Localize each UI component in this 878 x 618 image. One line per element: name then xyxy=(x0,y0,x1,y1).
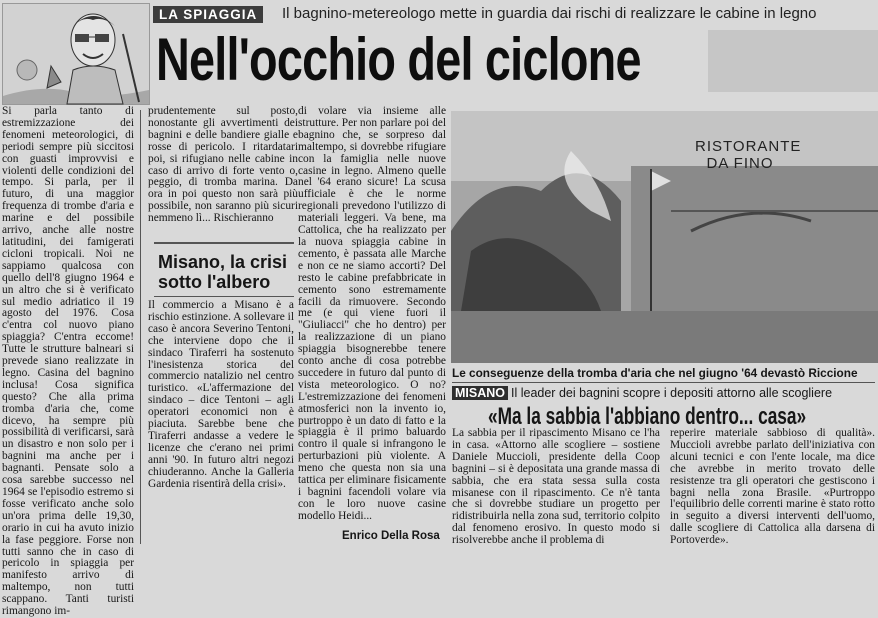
kicker-2-label: MISANO xyxy=(452,386,508,400)
kicker: Il bagnino-metereologo mette in guardia dai rischi di realizzare le cabine in legno xyxy=(282,5,817,22)
quote-headline: «Ma la sabbia l'abbiano dentro... casa» xyxy=(488,403,807,430)
headline: Nell'occhio del ciclone xyxy=(156,26,641,93)
article-column-2-bottom: Il commercio a Misano è a rischio estinzione. A sollevare il caso è ancora Severino Tentoni, che interviene dopo che il sindaco Tiraferri ha sostenuto l'inesistenza storica del commercio natalizio nel centro turistico. «L'affermazione del sindaco – dice Tentoni – agli operatori economici non è piaciuta. Sarebbe bene che Tiraferri andasse a vedere le licenze che c'erano nei primi anni '90. In futuro altri negozi chiuderanno. Anche la Galleria Gardenia risentirà della crisi». xyxy=(148,299,294,490)
article-column-2-top: prudentemente sul posto, nonostante gli avvertimenti dei bagnini e delle bandiere gialle e rosse di pericolo. I ritardatari poi, si rifugiano nelle cabine in caso di arrivo di forte vento o, peggio, di tromba marina. Da ora in poi questo non sarà più possibile, non saranno più sicuri nemmeno lì... Rischieranno xyxy=(148,105,298,225)
section-divider xyxy=(452,382,875,383)
kicker-2-text: Il leader dei bagnini scopre i depositi attorno alle scogliere xyxy=(511,386,833,400)
article-column-4: La sabbia per il ripascimento Misano ce l'ha in casa. «Attorno alle scogliere – sostiene Daniele Muccioli, presidente della Coop bagnini – si è depositata una grande massa di sabbia, che era stata sessa sulla costa misanese con il ripascimento. Ce n'è tanta che si dovrebbe studiare un progetto per ridistribuirla nella zona sud, territorio colpito dal fenomeno erosivo. In questo modo si risolverebbe anche il problema di xyxy=(452,427,660,547)
article-column-3: di volare via insieme alle strutture. Per non parlare poi del bagnino che, se sorpreso dal maltempo, si dovrebbe rifugiare con la famiglia nelle nuove casine in legno. Almeno quelle nel '64 erano sicure! La scusa ufficiale è che le norme regionali prevedono l'utilizzo di materiali leggeri. Va bene, ma Cattolica, che ha realizzato per la nuova spiaggia cabine in cemento, è passata alle Marche e non ce ne siamo accorti? Del resto le cabine prefabbricate in cemento sono estremamente facili da rimuovere. Secondo me (e qui viene fuori il "Giuliacci" che ho dentro) per la realizzazione di un piano spiaggia bisognerebbe tenere conto anche di cosa potrebbe succedere in futuro dal punto di vista meteorologico. O no? L'estremizzazione dei fenomeni atmosferici non la invento io, purtroppo è un dato di fatto e la spiaggia è il primo baluardo contro il quale si infrangono le perturbazioni più violente. A meno che questa non sia una tattica per eliminare fisicamente i bagnini facendoli volare via con le loro nuove casine modello Heidi... xyxy=(298,105,446,522)
article-column-1: Si parla tanto di estremizzazione dei fenomeni meteorologici, di periodi sempre più siccitosi con guasti improvvisi e violenti delle condizioni del tempo. Si parla, per il futuro, di una maggior frequenza di trombe d'aria e marine e del possibile arrivo, anche alle nostre latitudini, dei famigerati cicloni tropicali. Noi ne sappiamo qualcosa con quello dell'8 giugno 1964 e un altro che si è verificato sul medio adriatico il 19 agosto del 1976. Cosa c'entra col nuovo piano spiaggia? C'entra eccome! Tutte le strutture balneari si prevede siano realizzate in legno. Casina del bagnino inclusa! Cosa significa questo? Che alla prima tromba d'aria che, come dicevo, ha sempre più possibilità di verificarsi, sarà un disastro e non solo per i bagnini ma anche per i bagnanti. Pensate solo a cosa sarebbe successo nel 1964 se l'episodio estremo si fosse verificato anche solo un'ora prima delle 19,30, orario in cui ha avuto inizio la fase peggiore. Forse non tutti sanno che in caso di pericolo in spiaggia per manifesto arrivo di maltempo, non tutti scappano. Tanti turisti rimangono im- xyxy=(2,105,134,618)
byline: Enrico Della Rosa xyxy=(342,530,440,542)
photo-caption: Le conseguenze della tromba d'aria che nel giugno '64 devastò Riccione xyxy=(452,366,858,380)
subhead-rule xyxy=(154,296,294,297)
section-tag: LA SPIAGGIA xyxy=(153,6,263,23)
subhead xyxy=(158,252,298,292)
subhead-rule xyxy=(154,242,294,244)
photo-sign-text: RISTORANTE DA FINO xyxy=(695,138,802,172)
news-photo xyxy=(451,111,878,363)
adjacent-page-fragment xyxy=(708,30,878,92)
kicker-2 xyxy=(452,386,832,400)
column-divider xyxy=(140,110,141,544)
subhead-text: Misano, la crisi sotto l'albero xyxy=(158,252,288,292)
cartoon-illustration xyxy=(2,3,150,105)
article-column-5: reperire materiale sabbioso di qualità». Muccioli avrebbe parlato dell'iniziativa con alcuni tecnici e con l'ente locale, ma dice che avrebbe in merito trovato delle resistenze tra gli operatori che gestiscono i bagni nella zona Brasile. «Purtroppo l'equilibrio delle correnti marine è stato rotto in seguito a diversi interventi dell'uomo, dalle scogliere di Cattolica alla darsena di Portoverde». xyxy=(670,427,875,547)
